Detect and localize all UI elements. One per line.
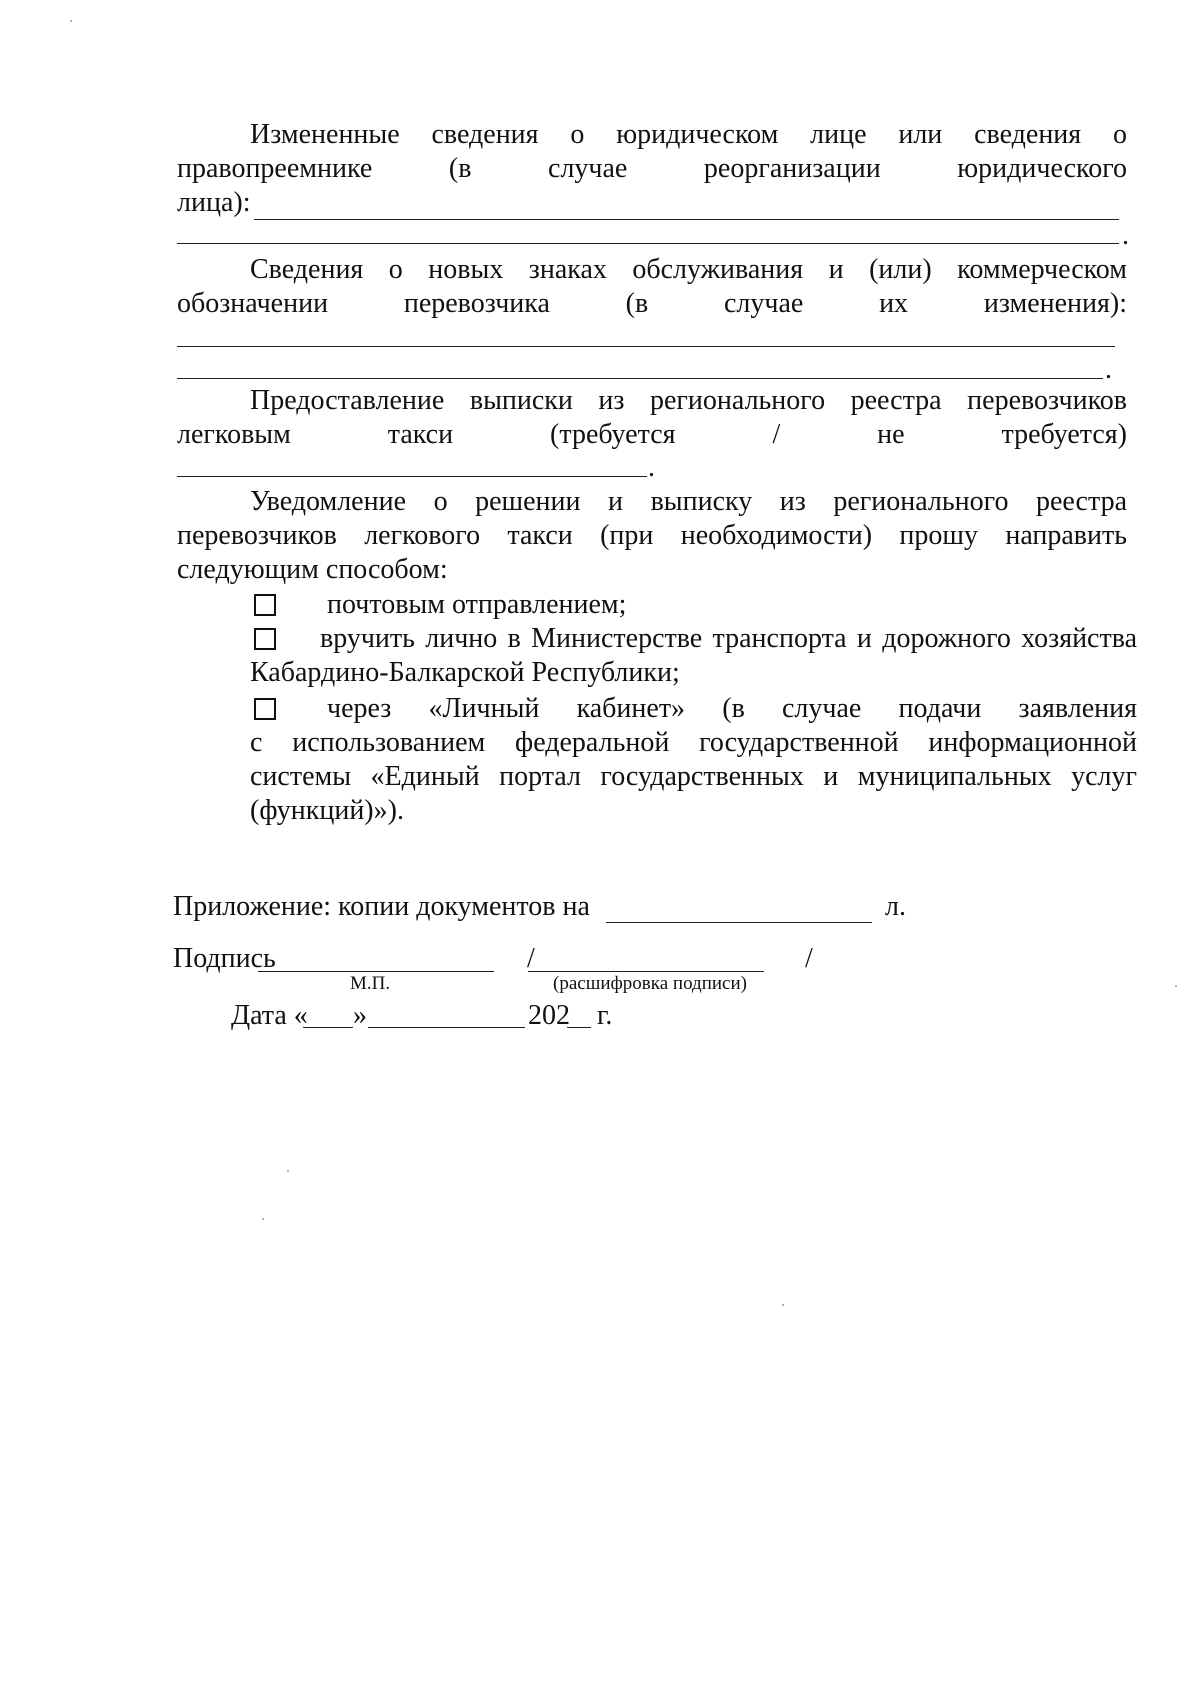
scan-speck bbox=[782, 1304, 784, 1306]
signature-decode-field[interactable] bbox=[528, 971, 764, 972]
signature-label: Подпись bbox=[173, 943, 276, 974]
date-close-quote: » bbox=[353, 1000, 367, 1031]
date-label: Дата « bbox=[231, 1000, 308, 1031]
service-marks-line1: Сведения о новых знаках обслуживания и (или) коммерческом bbox=[250, 254, 1127, 285]
period: . bbox=[1105, 354, 1112, 385]
signature-slash: / bbox=[527, 943, 535, 974]
legal-changes-fill-line-2[interactable] bbox=[177, 243, 1119, 244]
cabinet-option-line1: через «Личный кабинет» (в случае подачи заявления bbox=[327, 693, 1137, 724]
mail-option-label: почтовым отправлением; bbox=[327, 589, 627, 620]
legal-changes-label: лица): bbox=[177, 187, 251, 218]
legal-changes-field[interactable] bbox=[177, 186, 1119, 220]
attachment-suffix: л. bbox=[885, 891, 906, 922]
scan-speck bbox=[1175, 985, 1177, 987]
attachment-label: Приложение: копии документов на bbox=[173, 891, 590, 922]
notification-line3: следующим способом: bbox=[177, 554, 448, 585]
personal-option-line1: вручить лично в Министерстве транспорта и дорожного хозяйства bbox=[320, 623, 1137, 654]
service-marks-fill-line-1[interactable] bbox=[177, 346, 1115, 347]
cabinet-option-line2: с использованием федеральной государственной информационной bbox=[250, 727, 1137, 758]
notification-line1: Уведомление о решении и выписку из регионального реестра bbox=[250, 486, 1127, 517]
extract-line1: Предоставление выписки из регионального реестра перевозчиков bbox=[250, 385, 1127, 416]
service-marks-fill-line-2[interactable] bbox=[177, 378, 1103, 379]
signature-field[interactable] bbox=[258, 971, 494, 972]
period: . bbox=[648, 452, 655, 483]
cabinet-option-line4: (функций)»). bbox=[250, 795, 404, 826]
personal-option-line2: Кабардино-Балкарской Республики; bbox=[250, 657, 680, 688]
scan-speck bbox=[262, 1218, 264, 1220]
date-year-field[interactable] bbox=[567, 1027, 591, 1028]
service-marks-line2: обозначении перевозчика (в случае их изменения): bbox=[177, 288, 1127, 319]
extract-fill-line[interactable] bbox=[177, 476, 647, 477]
scan-speck bbox=[287, 1170, 289, 1172]
scan-speck bbox=[70, 20, 72, 22]
date-month-field[interactable] bbox=[368, 1027, 525, 1028]
legal-changes-line1: Измененные сведения о юридическом лице или сведения о bbox=[250, 119, 1127, 150]
attachment-pages-field[interactable] bbox=[606, 922, 872, 923]
decode-caption: (расшифровка подписи) bbox=[553, 973, 747, 994]
period: . bbox=[1122, 220, 1129, 251]
stamp-caption: М.П. bbox=[350, 973, 391, 994]
signature-slash-end: / bbox=[805, 943, 813, 974]
legal-changes-line2: правопреемнике (в случае реорганизации юридического bbox=[177, 153, 1127, 184]
date-day-field[interactable] bbox=[303, 1027, 353, 1028]
extract-line2: легковым такси (требуется / не требуется) bbox=[177, 419, 1127, 450]
notification-line2: перевозчиков легкового такси (при необходимости) прошу направить bbox=[177, 520, 1127, 551]
cabinet-option-line3: системы «Единый портал государственных и муниципальных услуг bbox=[250, 761, 1137, 792]
legal-changes-fill-line[interactable] bbox=[254, 193, 1119, 220]
date-year-suffix: г. bbox=[597, 1000, 613, 1031]
date-year-prefix: 202 bbox=[528, 1000, 570, 1031]
